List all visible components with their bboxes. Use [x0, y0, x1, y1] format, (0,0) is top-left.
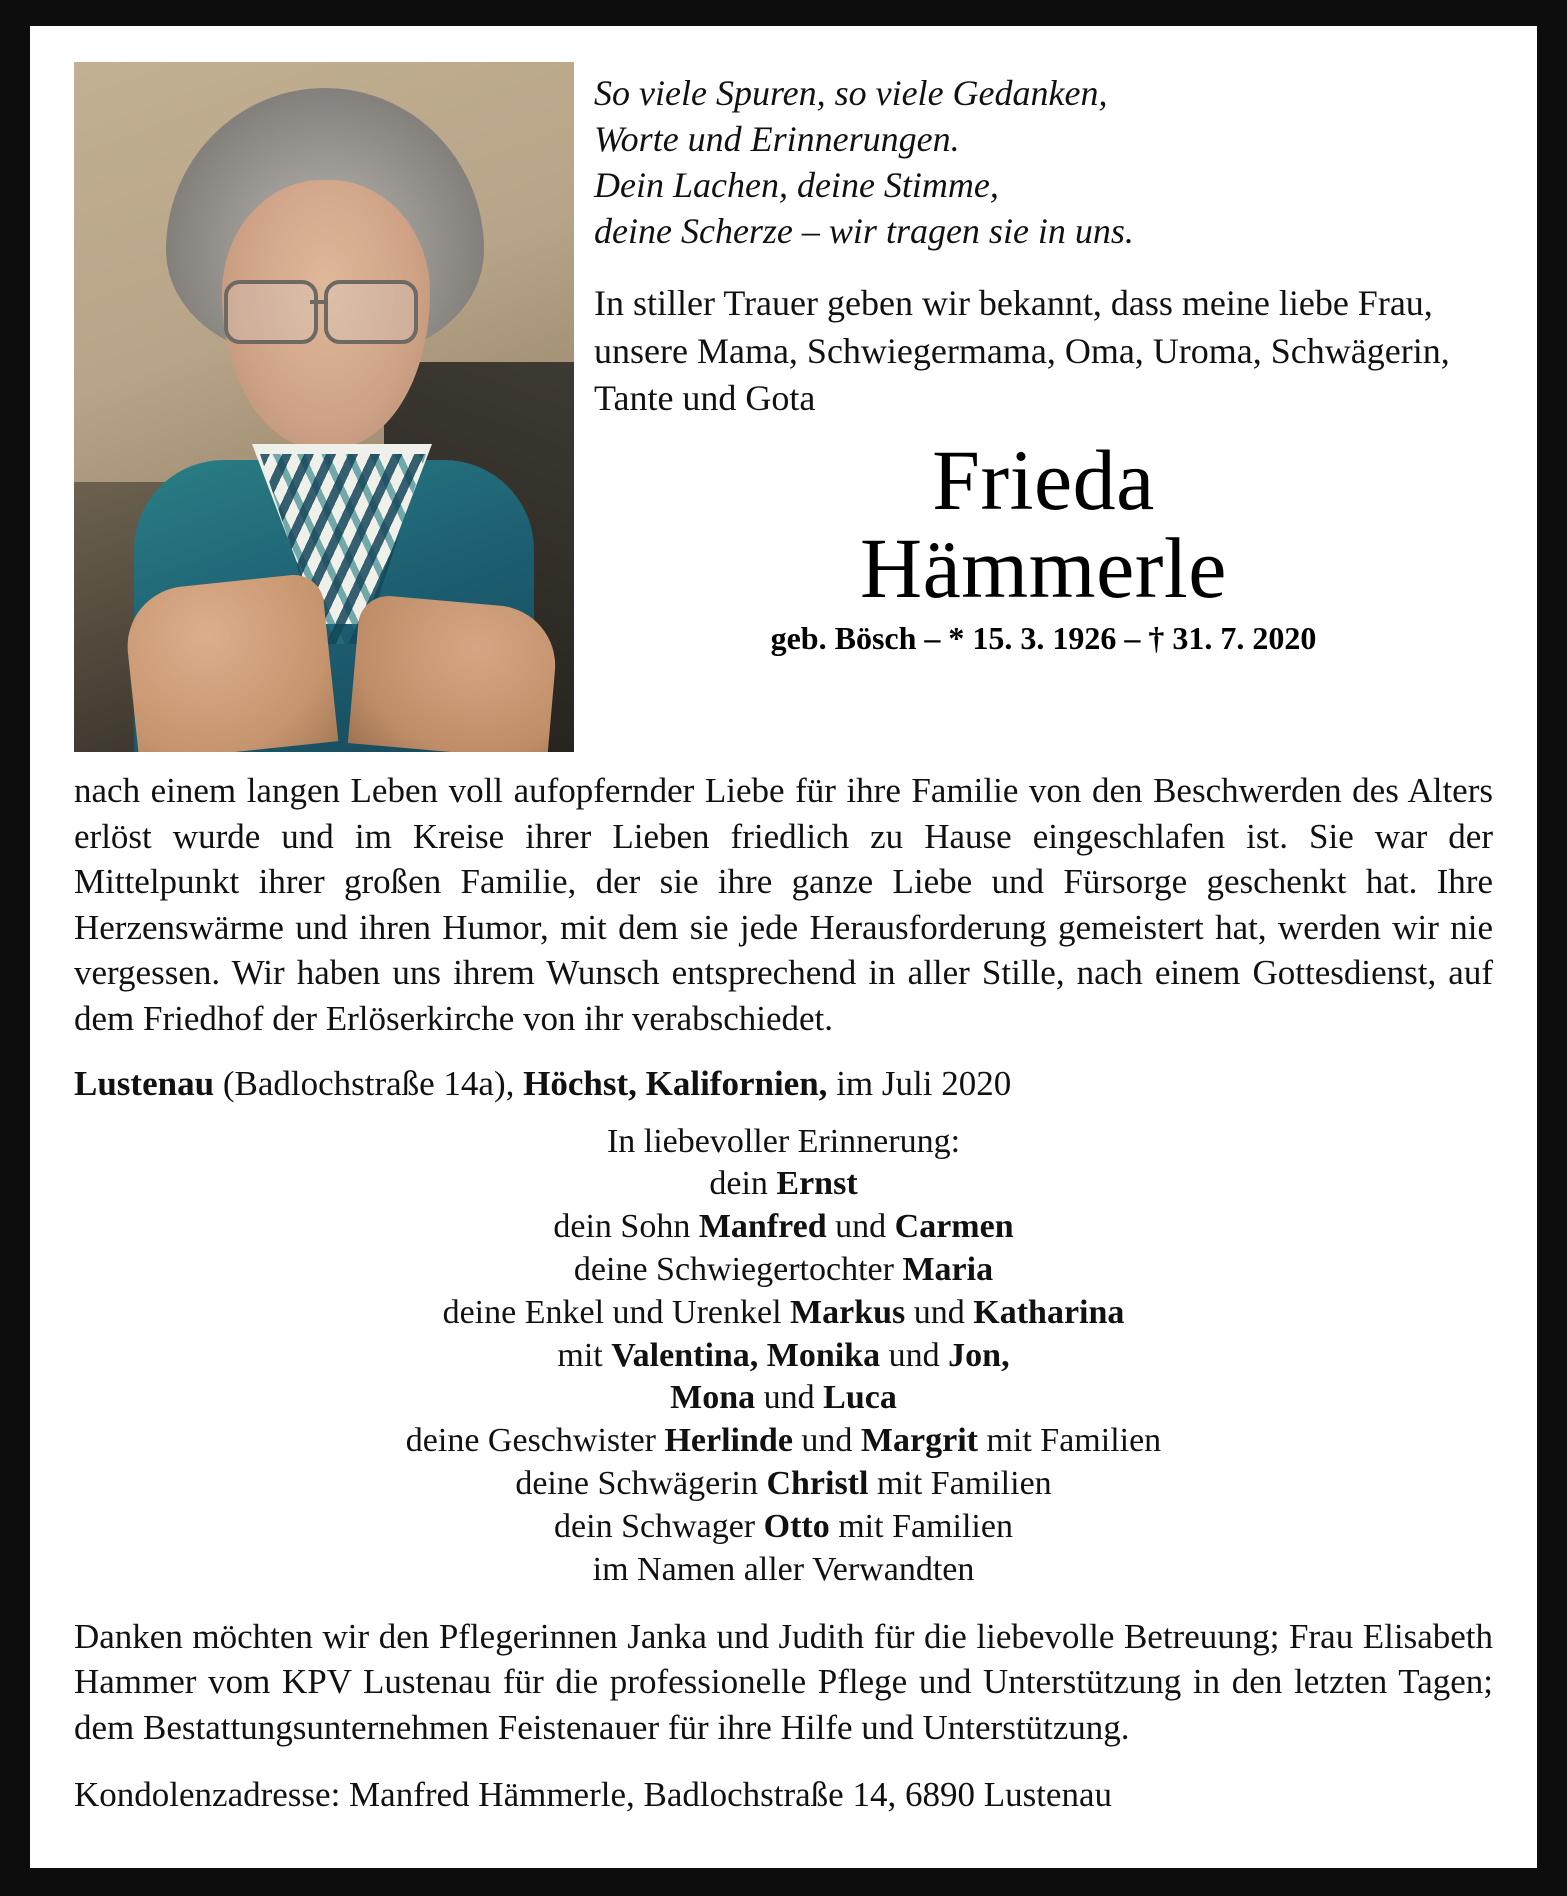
verse-line-3: Dein Lachen, deine Stimme,: [594, 165, 999, 206]
memory-line-pre: deine Geschwister: [405, 1422, 665, 1460]
memory-line-bold2: Carmen: [894, 1208, 1014, 1246]
photo-glasses-bridge: [310, 300, 326, 304]
memory-line-bold2: Jon,: [948, 1336, 1010, 1374]
memory-line-post: mit Familien: [868, 1465, 1052, 1503]
memory-line: [74, 1206, 1493, 1249]
place-address-1: (Badlochstraße 14a),: [214, 1064, 524, 1103]
memory-line-post: und: [755, 1379, 824, 1417]
verse-line-1: So viele Spuren, so viele Gedanken,: [594, 73, 1108, 113]
birth-death-dates: geb. Bösch – * 15. 3. 1926 – † 31. 7. 2020: [770, 620, 1317, 657]
memory-line-pre: mit: [557, 1336, 612, 1374]
memory-line-bold: Valentina, Monika: [611, 1336, 881, 1374]
photo-glasses-left: [224, 280, 318, 344]
memory-line-bold: Otto: [763, 1507, 830, 1545]
memory-line-pre: deine Schwiegertochter: [573, 1250, 903, 1288]
memory-line-post: und: [826, 1208, 895, 1246]
deceased-first-name: Frieda: [932, 431, 1155, 528]
memory-line: [74, 1420, 1493, 1463]
notice-date: im Juli 2020: [827, 1064, 1012, 1103]
verse-line-4: deine Scherze – wir tragen sie in uns.: [594, 211, 1134, 252]
obituary-notice: [30, 26, 1537, 1868]
photo-arm-left: [122, 572, 339, 752]
memory-line: [74, 1163, 1493, 1206]
memory-line-bold: Mona: [670, 1379, 756, 1417]
memory-line: [74, 1377, 1493, 1420]
memory-line-bold2: Luca: [823, 1379, 897, 1417]
deceased-last-name: Hämmerle: [860, 519, 1227, 616]
header-text-column: [594, 62, 1493, 657]
memory-line-pre: dein: [709, 1165, 777, 1203]
place-and-date-line: [74, 1061, 1493, 1107]
memory-line-pre: dein Sohn: [553, 1208, 699, 1246]
portrait-photo: [74, 62, 574, 752]
memory-line-bold: Maria: [902, 1250, 994, 1288]
place-town-1: Lustenau: [74, 1064, 215, 1103]
memory-line-bold: Herlinde: [664, 1422, 793, 1460]
memory-line-post: und: [880, 1336, 949, 1374]
verse-block: [594, 70, 1493, 254]
photo-arm-right: [348, 594, 560, 752]
memory-line: [74, 1335, 1493, 1378]
announcement-intro: In stiller Trauer geben wir bekannt, dass meine liebe Frau, unsere Mama, Schwiegermama, Oma, Uroma, Schwägerin, Tante und Gota: [594, 283, 1450, 419]
memory-line-post: und: [792, 1422, 861, 1460]
memory-line-bold: Ernst: [776, 1165, 858, 1203]
memory-line-post: mit Familien: [829, 1507, 1013, 1545]
verse-line-2: Worte und Erinnerungen.: [594, 119, 960, 160]
memory-line-bold2: Margrit: [860, 1422, 978, 1460]
memory-line-bold: Manfred: [698, 1208, 827, 1246]
memory-line: [74, 1506, 1493, 1549]
memory-line-pre: dein Schwager: [554, 1507, 764, 1545]
photo-glasses-right: [324, 280, 418, 344]
memory-heading: In liebevoller Erinnerung:: [606, 1122, 961, 1160]
memory-line: [74, 1463, 1493, 1506]
memory-block: [74, 1121, 1493, 1592]
thanks-paragraph: Danken möchten wir den Pflegerinnen Janka und Judith für die liebevolle Betreuung; Frau Elisabeth Hammer vom KPV Lustenau für die professionelle Pflege und Unterstützung in den letzten Tagen; dem Bestattungsunternehmen Feistenauer für ihre Hilfe und Unterstützung.: [74, 1616, 1493, 1747]
memory-line-bold2: Katharina: [973, 1293, 1125, 1331]
notice-header: [74, 62, 1493, 752]
deceased-name: [594, 431, 1493, 616]
memory-line-relatives: im Namen aller Verwandten: [592, 1550, 975, 1588]
memory-line-pre: deine Enkel und Urenkel: [442, 1293, 791, 1331]
obituary-body: nach einem langen Leben voll aufopfernder Liebe für ihre Familie von den Beschwerden des Alters erlöst wurde und im Kreise ihrer Lieben friedlich zu Hause eingeschlafen ist. Sie war der Mittelpunkt ihrer großen Familie, der sie ihre ganze Liebe und Fürsorge geschenkt hat. Ihre Herzenswärme und ihren Humor, mit dem sie jede Herausforderung gemeistert hat, werden wir nie vergessen. Wir haben uns ihrem Wunsch entsprechend in aller Stille, nach einem Gottesdienst, auf dem Friedhof der Erlöserkirche von ihr verabschiedet.: [74, 771, 1493, 1038]
memory-line: [74, 1249, 1493, 1292]
place-town-2: Höchst, Kalifornien,: [523, 1064, 828, 1103]
memory-line-post2: mit Familien: [977, 1422, 1162, 1460]
condolence-address: Kondolenzadresse: Manfred Hämmerle, Badlochstraße 14, 6890 Lustenau: [74, 1775, 1113, 1815]
memory-line-bold: Markus: [790, 1293, 906, 1331]
memory-line-bold: Christl: [766, 1465, 869, 1503]
memory-line: [74, 1292, 1493, 1335]
memory-line-post: und: [905, 1293, 974, 1331]
memory-line-pre: deine Schwägerin: [515, 1465, 767, 1503]
